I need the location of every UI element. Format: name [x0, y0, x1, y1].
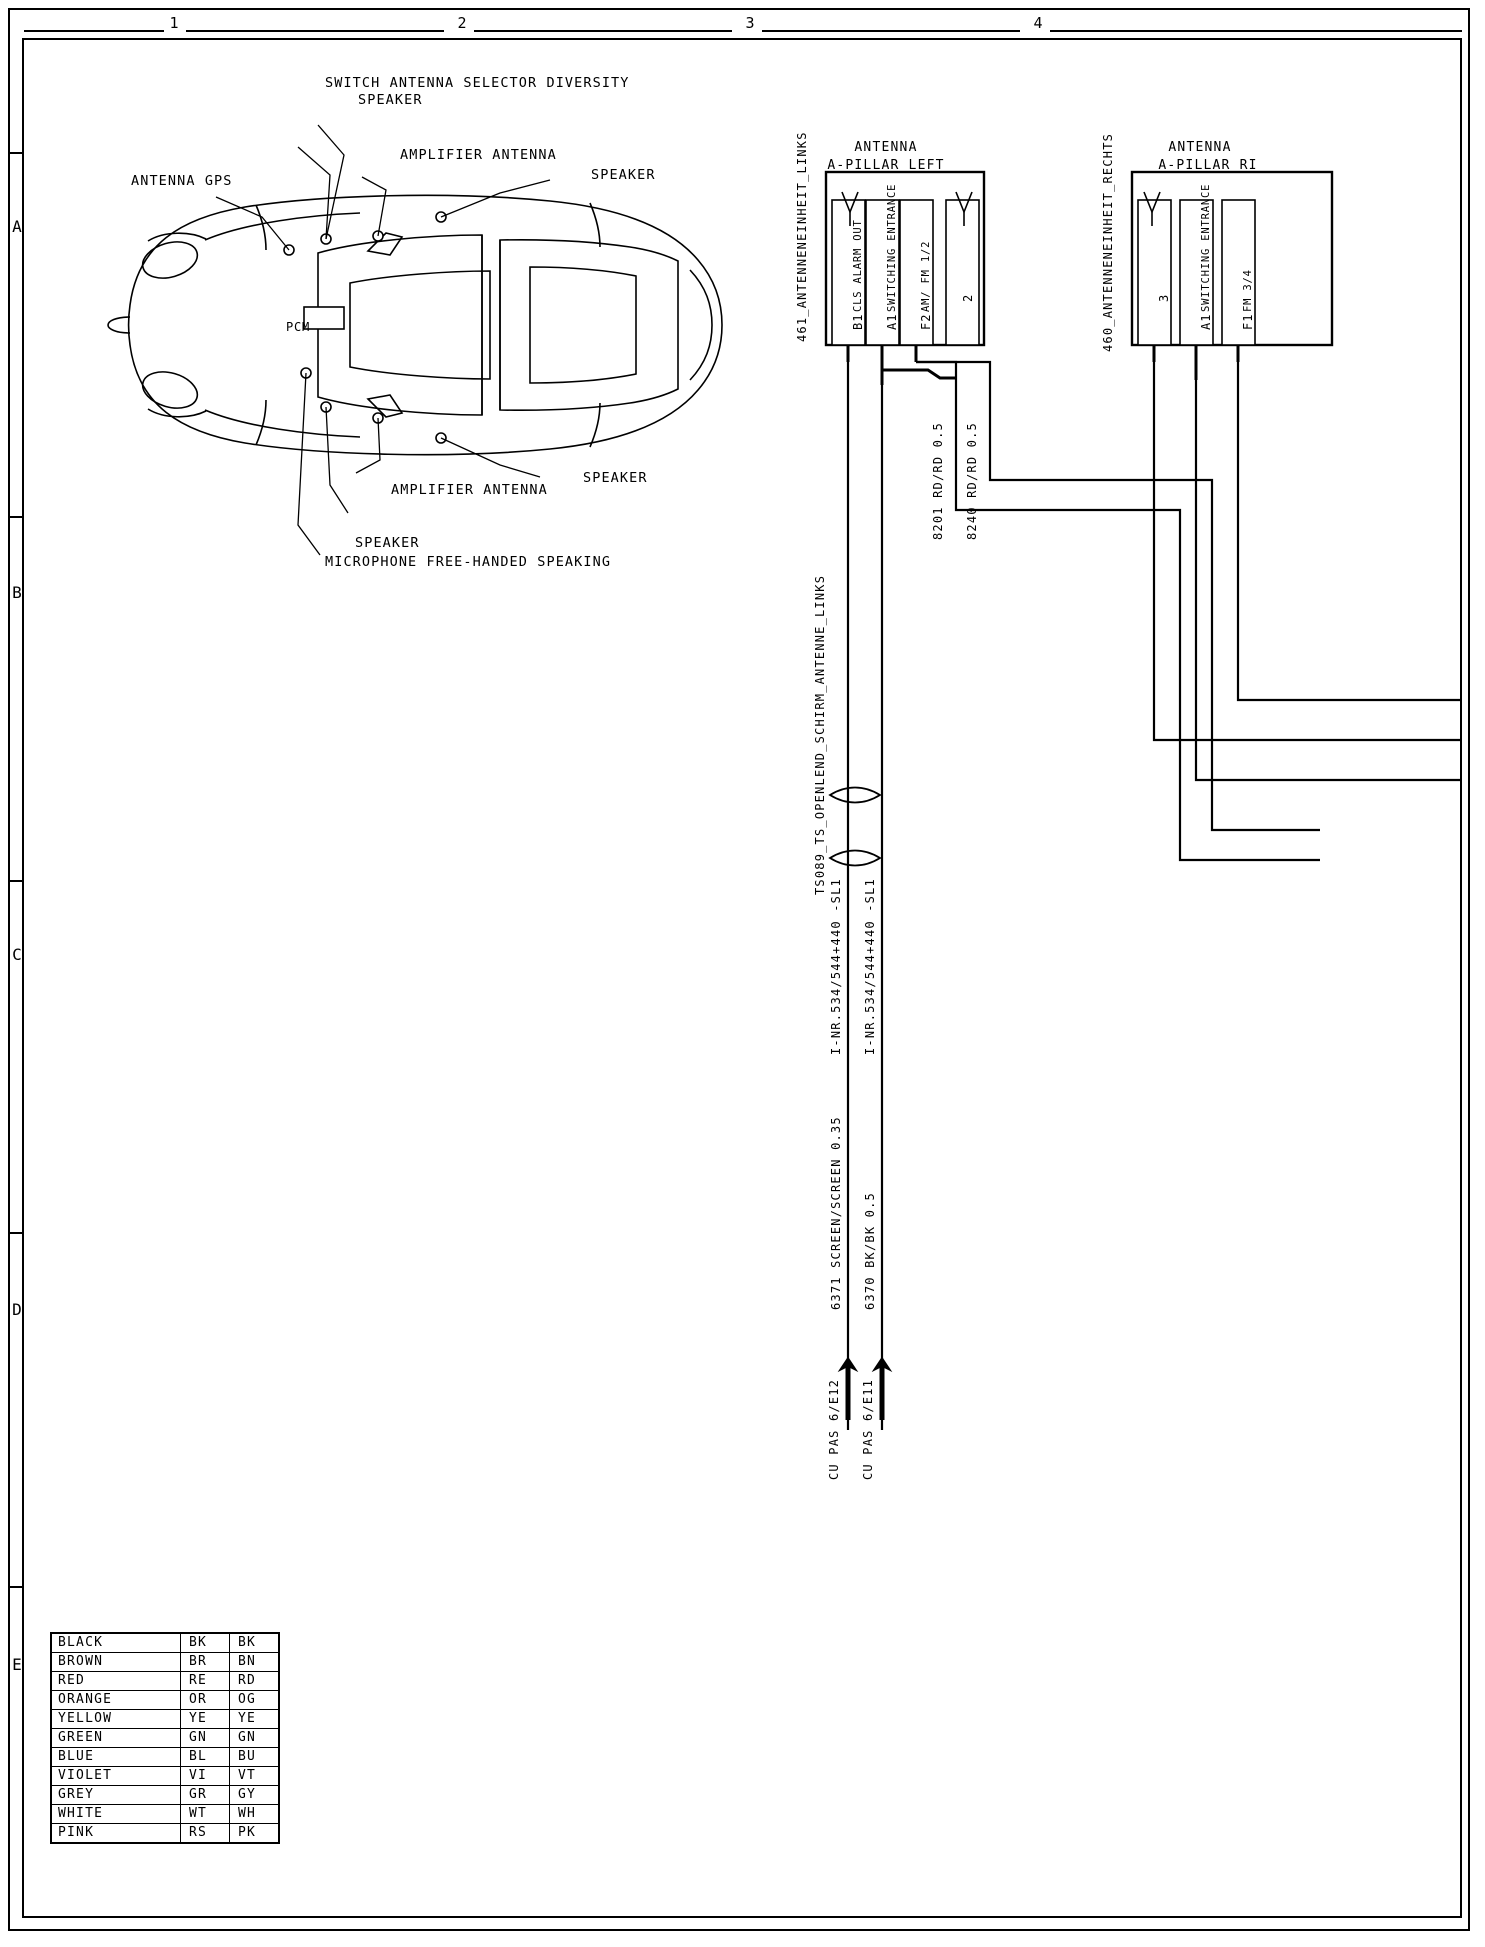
pcm-label: PCM: [286, 320, 311, 334]
legend-color-code-de: BK: [181, 1633, 230, 1653]
right-pin-f1-label: FM 3/4: [1242, 269, 1254, 312]
legend-color-code-de: BL: [181, 1748, 230, 1767]
row-letter-d: D: [12, 1300, 22, 1319]
legend-color-name: VIOLET: [51, 1767, 181, 1786]
legend-color-code-de: RS: [181, 1824, 230, 1844]
legend-color-name: YELLOW: [51, 1710, 181, 1729]
legend-color-code-en: GY: [230, 1786, 280, 1805]
table-row: [51, 1729, 279, 1748]
legend-color-code-en: OG: [230, 1691, 280, 1710]
row-rule-2: [8, 516, 24, 518]
row-letter-b: B: [12, 583, 22, 602]
legend-color-name: BLUE: [51, 1748, 181, 1767]
left-pin-2-id: 2: [961, 293, 975, 302]
legend-color-name: WHITE: [51, 1805, 181, 1824]
row-rule-1: [8, 152, 24, 154]
wire-label-6371: 6371 SCREEN/SCREEN 0.35: [829, 1116, 843, 1310]
legend-color-code-en: GN: [230, 1729, 280, 1748]
terminal-destination-1: CU PAS 6/E12: [827, 1378, 841, 1480]
right-module-title-line2: A-PILLAR RI: [1158, 158, 1258, 173]
legend-color-code-de: YE: [181, 1710, 230, 1729]
legend-color-code-de: BR: [181, 1653, 230, 1672]
legend-color-name: BLACK: [51, 1633, 181, 1653]
table-row: [51, 1805, 279, 1824]
left-module-designation: 461_ANTENNENEINHEIT_LINKS: [795, 131, 809, 342]
callout-amplifier-antenna-top: AMPLIFIER ANTENNA: [400, 147, 557, 163]
legend-color-name: GREY: [51, 1786, 181, 1805]
legend-color-code-en: BK: [230, 1633, 280, 1653]
column-rule-5: [1050, 30, 1462, 32]
legend-color-name: GREEN: [51, 1729, 181, 1748]
table-row: [51, 1748, 279, 1767]
row-rule-5: [8, 1586, 24, 1588]
table-row: [51, 1710, 279, 1729]
column-rule-2: [186, 30, 444, 32]
legend-color-code-de: OR: [181, 1691, 230, 1710]
wire-label-8240: 8240 RD/RD 0.5: [965, 422, 979, 540]
legend-color-code-en: RD: [230, 1672, 280, 1691]
terminal-destination-2: CU PAS 6/E11: [861, 1378, 875, 1480]
legend-color-code-de: RE: [181, 1672, 230, 1691]
legend-color-code-de: WT: [181, 1805, 230, 1824]
column-tick-1: 1: [169, 14, 179, 32]
legend-color-code-de: VI: [181, 1767, 230, 1786]
row-letter-e: E: [12, 1655, 22, 1674]
legend-color-code-de: GR: [181, 1786, 230, 1805]
right-pin-3-id: 3: [1157, 293, 1171, 302]
column-tick-2: 2: [457, 14, 467, 32]
column-rule-3: [474, 30, 732, 32]
table-row: [51, 1653, 279, 1672]
table-row: [51, 1767, 279, 1786]
part-number-1: I-NR.534/544+440 -SL1: [829, 878, 843, 1055]
legend-color-code-en: BU: [230, 1748, 280, 1767]
left-pin-b1-label: CLS ALARM OUT: [852, 219, 864, 312]
table-row: [51, 1672, 279, 1691]
legend-color-code-en: YE: [230, 1710, 280, 1729]
left-module-title-line1: ANTENNA: [854, 140, 918, 155]
callout-microphone-free-handed-speaking: MICROPHONE FREE-HANDED SPEAKING: [325, 554, 612, 570]
right-pin-a1-id: A1: [1199, 313, 1213, 330]
right-module-designation: 460_ANTENNENEINHEIT_RECHTS: [1101, 132, 1115, 352]
right-pin-f1-id: F1: [1241, 313, 1255, 330]
legend-color-name: PINK: [51, 1824, 181, 1844]
splice-label: TS089_TS_OPENLEND_SCHIRM_ANTENNE_LINKS: [813, 574, 827, 895]
callout-speaker-top-right: SPEAKER: [591, 167, 656, 183]
legend-color-code-en: PK: [230, 1824, 280, 1844]
callout-switch-antenna-selector-diversity: SWITCH ANTENNA SELECTOR DIVERSITY: [325, 75, 630, 91]
left-pin-f2-id: F2: [919, 313, 933, 330]
column-rule-4: [762, 30, 1020, 32]
legend-color-name: ORANGE: [51, 1691, 181, 1710]
column-tick-3: 3: [745, 14, 755, 32]
legend-color-name: RED: [51, 1672, 181, 1691]
column-tick-4: 4: [1033, 14, 1043, 32]
wire-label-8201: 8201 RD/RD 0.5: [931, 422, 945, 540]
legend-color-code-en: VT: [230, 1767, 280, 1786]
legend-color-code-en: BN: [230, 1653, 280, 1672]
vehicle-top-view-drawing: [30, 55, 760, 595]
legend-color-code-en: WH: [230, 1805, 280, 1824]
callout-amplifier-antenna-bottom: AMPLIFIER ANTENNA: [391, 482, 548, 498]
row-rule-3: [8, 880, 24, 882]
legend-color-name: BROWN: [51, 1653, 181, 1672]
row-letter-c: C: [12, 945, 22, 964]
left-module-title-line2: A-PILLAR LEFT: [827, 158, 945, 173]
right-module-title-line1: ANTENNA: [1168, 140, 1232, 155]
table-row: [51, 1786, 279, 1805]
row-letter-a: A: [12, 217, 22, 236]
left-pin-f2-label: AM/ FM 1/2: [920, 240, 932, 312]
left-pin-a1-id: A1: [885, 313, 899, 330]
part-number-2: I-NR.534/544+440 -SL1: [863, 878, 877, 1055]
callout-speaker-bottom-right: SPEAKER: [583, 470, 648, 486]
callout-antenna-gps: ANTENNA GPS: [131, 173, 233, 189]
wire-label-6370: 6370 BK/BK 0.5: [863, 1192, 877, 1310]
row-rule-4: [8, 1232, 24, 1234]
column-rule-1: [24, 30, 164, 32]
right-pin-a1-label: SWITCHING ENTRANCE: [1200, 183, 1212, 312]
legend-color-code-de: GN: [181, 1729, 230, 1748]
table-row: [51, 1633, 279, 1653]
table-row: [51, 1691, 279, 1710]
left-pin-b1-id: B1: [851, 313, 865, 330]
wire-color-legend: [50, 1632, 280, 1844]
left-pin-a1-label: SWITCHING ENTRANCE: [886, 183, 898, 312]
table-row: [51, 1824, 279, 1844]
callout-speaker-top-1: SPEAKER: [358, 92, 423, 108]
callout-speaker-bottom-left: SPEAKER: [355, 535, 420, 551]
